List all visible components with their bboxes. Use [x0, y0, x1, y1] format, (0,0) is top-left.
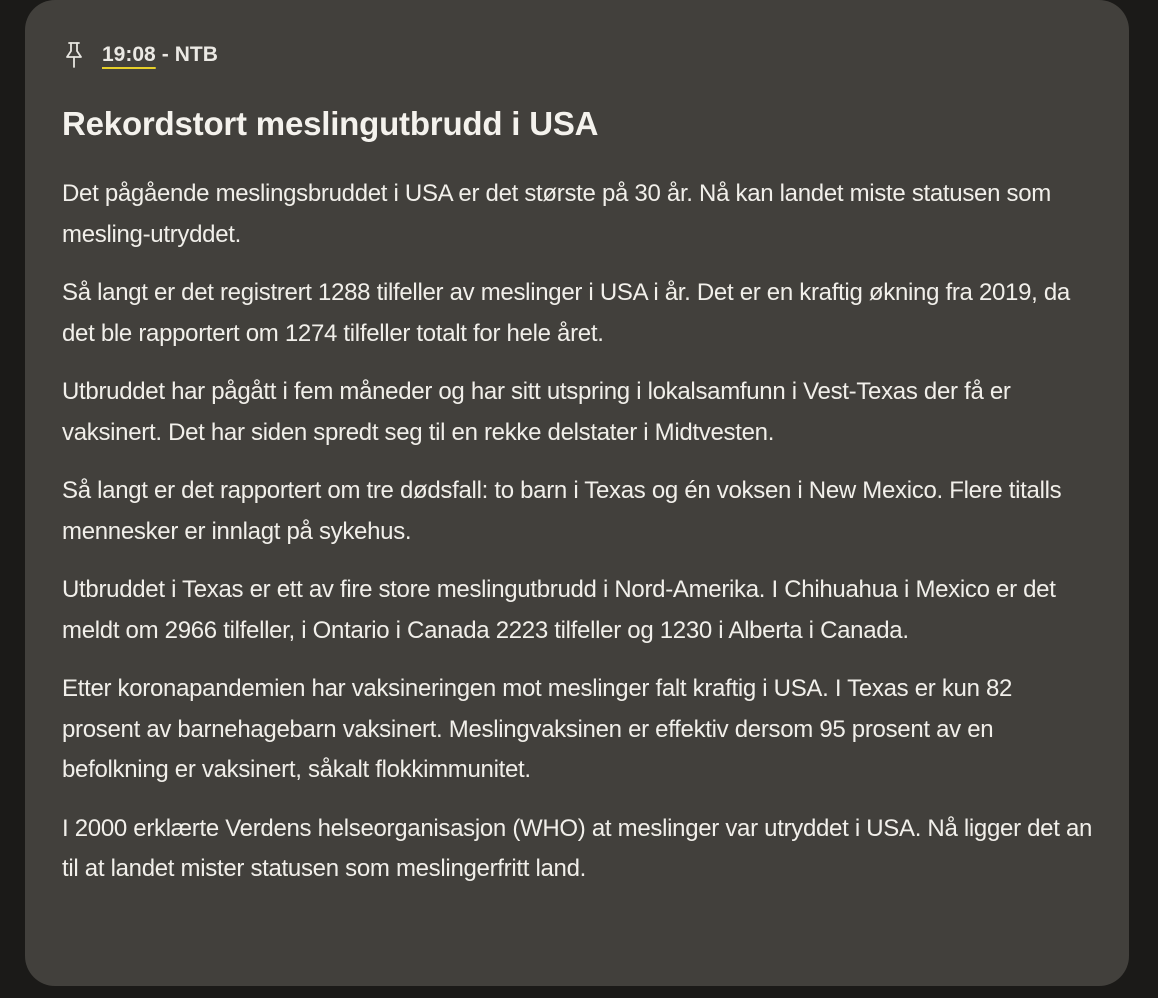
pin-icon: [62, 40, 88, 70]
update-meta: [62, 40, 1093, 70]
article-paragraph: Så langt er det rapportert om tre dødsfall: to barn i Texas og én voksen i New Mexico. Flere titalls mennesker er innlagt på sykehus.: [62, 477, 1062, 545]
article-paragraph: I 2000 erklærte Verdens helseorganisasjon (WHO) at meslinger var utryddet i USA. Nå ligger det an til at landet mister statusen som meslingerfritt land.: [62, 814, 1093, 882]
article-paragraph: Utbruddet har pågått i fem måneder og har sitt utspring i lokalsamfunn i Vest-Texas der få er vaksinert. Det har siden spredt seg til en rekke delstater i Midtvesten.: [62, 378, 1011, 446]
article-paragraph: Det pågående meslingsbruddet i USA er det største på 30 år. Nå kan landet miste statusen som mesling-utryddet.: [62, 180, 1051, 248]
article-paragraph: Utbruddet i Texas er ett av fire store meslingutbrudd i Nord-Amerika. I Chihuahua i Mexico er det meldt om 2966 tilfeller, i Ontario i Canada 2223 tilfeller og 1230 i Alberta i Canada.: [62, 576, 1056, 644]
article-paragraph: Etter koronapandemien har vaksineringen mot meslinger falt kraftig i USA. I Texas er kun 82 prosent av barnehagebarn vaksinert. Meslingvaksinen er effektiv dersom 95 prosent av en befolkning er vaksinert, såkalt flokkimmunitet.: [62, 675, 1013, 783]
meta-separator: -: [161, 43, 169, 66]
article-title: Rekordstort meslingutbrudd i USA: [62, 105, 599, 142]
article-paragraph: Så langt er det registrert 1288 tilfeller av meslinger i USA i år. Det er en kraftig økning fra 2019, da det ble rapportert om 1274 tilfeller totalt for hele året.: [62, 279, 1070, 347]
source-label: NTB: [174, 43, 218, 66]
article-body: [62, 174, 1093, 890]
news-update-card: [25, 0, 1129, 986]
timestamp-link[interactable]: 19:08: [102, 43, 156, 66]
